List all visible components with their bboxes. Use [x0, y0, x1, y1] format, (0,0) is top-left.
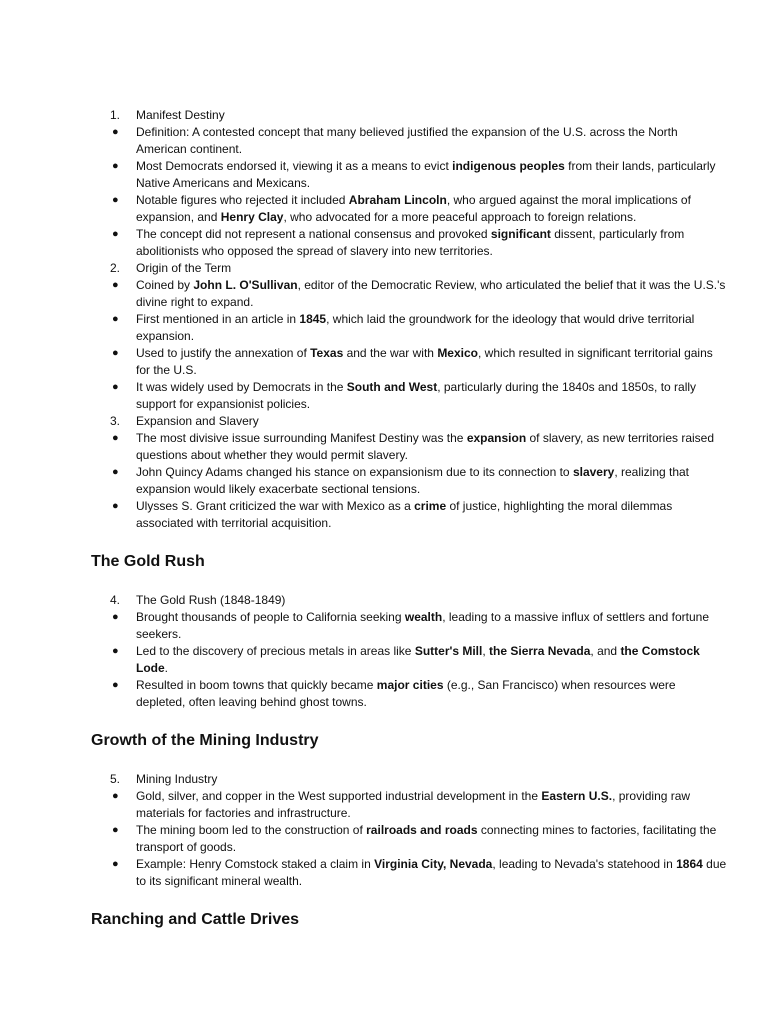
list-number: 1.	[110, 108, 121, 122]
text-run: , particularly during the 1840s and 1850s, to rally support for expansionist policies.	[136, 380, 697, 411]
text-run: , who advocated for a more peaceful approach to foreign relations.	[283, 210, 637, 224]
list-number: 3.	[110, 414, 121, 428]
text-run: John Quincy Adams changed his stance on expansionism due to its connection to	[136, 465, 573, 479]
text-run: Brought thousands of people to California seeking	[136, 610, 405, 624]
bullet-marker: ●	[112, 347, 119, 359]
bullet-marker: ●	[112, 228, 119, 240]
numbered-item	[0, 592, 768, 609]
text-run: Led to the discovery of precious metals in areas like	[136, 644, 415, 658]
text-run: , and	[590, 644, 621, 658]
bullet-marker: ●	[112, 790, 119, 802]
bullet-item	[0, 643, 768, 677]
bold-text: 1864	[676, 857, 703, 871]
text-run: Notable figures who rejected it included	[136, 193, 349, 207]
numbered-item	[0, 107, 768, 124]
text-run: The mining boom led to the construction of	[136, 823, 367, 837]
text-run: Example: Henry Comstock staked a claim in	[136, 857, 375, 871]
bullet-item	[0, 226, 768, 260]
bullet-marker: ●	[112, 645, 119, 657]
bold-text: the Sierra Nevada	[489, 644, 591, 658]
text-run: Manifest Destiny	[136, 108, 225, 122]
numbered-item	[0, 413, 768, 430]
text-run: Most Democrats endorsed it, viewing it as a means to evict	[136, 159, 453, 173]
bullet-item	[0, 124, 768, 158]
text-run: Definition: A contested concept that many believed justified the expansion of the U.S. across the North American continent.	[136, 125, 678, 156]
bold-text: South and West	[346, 380, 438, 394]
text-run: Gold, silver, and copper in the West supported industrial development in the	[136, 789, 542, 803]
bullet-item	[0, 677, 768, 711]
bullet-item	[0, 277, 768, 311]
bullet-item	[0, 856, 768, 890]
bullet-marker: ●	[112, 466, 119, 478]
bold-text: Mexico	[437, 346, 478, 360]
text-run: connecting mines to factories, facilitating the transport of goods.	[136, 823, 717, 854]
text-run: , which resulted in significant territorial gains for the U.S.	[136, 346, 713, 377]
section-heading: Ranching and Cattle Drives	[91, 911, 300, 928]
bullet-item	[0, 822, 768, 856]
bullet-marker: ●	[112, 194, 119, 206]
bullet-marker: ●	[112, 611, 119, 623]
bold-text: expansion	[466, 431, 527, 445]
bullet-item	[0, 430, 768, 464]
text-run: Expansion and Slavery	[136, 414, 259, 428]
bold-text: Abraham Lincoln	[348, 193, 447, 207]
section	[0, 107, 768, 532]
bold-text: Sutter's Mill	[414, 644, 483, 658]
bullet-marker: ●	[112, 824, 119, 836]
bold-text: major cities	[376, 678, 444, 692]
bold-text: railroads and roads	[366, 823, 478, 837]
text-run: , providing raw materials for factories and infrastructure.	[136, 789, 691, 820]
bold-text: indigenous peoples	[452, 159, 565, 173]
text-run: , leading to a massive influx of settlers and fortune seekers.	[136, 610, 710, 641]
bullet-item	[0, 379, 768, 413]
bold-text: significant	[490, 227, 551, 241]
numbered-item	[0, 260, 768, 277]
text-run: Ulysses S. Grant criticized the war with Mexico as a	[136, 499, 415, 513]
bold-text: Eastern U.S.	[541, 789, 613, 803]
numbered-item	[0, 771, 768, 788]
bold-text: Virginia City, Nevada	[374, 857, 493, 871]
text-run: The most divisive issue surrounding Manifest Destiny was the	[136, 431, 467, 445]
section	[0, 552, 768, 711]
bullet-item	[0, 192, 768, 226]
bullet-item	[0, 788, 768, 822]
bullet-item	[0, 345, 768, 379]
text-run: and the war with	[343, 346, 438, 360]
text-run: , realizing that expansion would likely exacerbate sectional tensions.	[136, 465, 690, 496]
text-run: , which laid the groundwork for the ideology that would drive territorial expansion.	[136, 312, 695, 343]
bullet-marker: ●	[112, 858, 119, 870]
bold-text: Henry Clay	[220, 210, 284, 224]
bullet-marker: ●	[112, 500, 119, 512]
bullet-marker: ●	[112, 432, 119, 444]
text-run: Coined by	[136, 278, 194, 292]
text-run: of slavery, as new territories raised questions about whether they would permit slavery.	[136, 431, 715, 462]
text-run: .	[164, 661, 169, 675]
text-run: , leading to Nevada's statehood in	[492, 857, 677, 871]
bullet-item	[0, 498, 768, 532]
bold-text: slavery	[572, 465, 615, 479]
text-run: (e.g., San Francisco) when resources were depleted, often leaving behind ghost towns.	[136, 678, 676, 709]
text-run: due to its significant mineral wealth.	[136, 857, 727, 888]
bold-text: John L. O'Sullivan	[193, 278, 298, 292]
list-number: 2.	[110, 261, 121, 275]
list-number: 4.	[110, 593, 121, 607]
section-heading: The Gold Rush	[91, 553, 205, 570]
list-number: 5.	[110, 772, 121, 786]
bold-text: wealth	[404, 610, 443, 624]
bullet-marker: ●	[112, 679, 119, 691]
text-run: Used to justify the annexation of	[136, 346, 311, 360]
section	[0, 910, 768, 930]
text-run: , who argued against the moral implications of expansion, and	[136, 193, 691, 224]
bold-text: Texas	[310, 346, 344, 360]
bullet-item	[0, 464, 768, 498]
bullet-marker: ●	[112, 313, 119, 325]
text-run: The concept did not represent a national consensus and provoked	[136, 227, 491, 241]
bullet-marker: ●	[112, 381, 119, 393]
text-run: of justice, highlighting the moral dilemmas associated with territorial acquisition.	[136, 499, 673, 530]
text-run: Resulted in boom towns that quickly became	[136, 678, 377, 692]
bullet-marker: ●	[112, 160, 119, 172]
text-run: ,	[482, 644, 490, 658]
bullet-marker: ●	[112, 126, 119, 138]
section	[0, 731, 768, 890]
text-run: First mentioned in an article in	[136, 312, 300, 326]
bullet-item	[0, 311, 768, 345]
section-heading: Growth of the Mining Industry	[91, 732, 319, 749]
text-run: The Gold Rush (1848-1849)	[136, 593, 286, 607]
text-run: , editor of the Democratic Review, who articulated the belief that it was the U.S.'s divine right to expand.	[136, 278, 726, 309]
text-run: It was widely used by Democrats in the	[136, 380, 347, 394]
bold-text: crime	[414, 499, 447, 513]
bold-text: the Comstock Lode	[136, 644, 700, 675]
bold-text: 1845	[299, 312, 327, 326]
text-run: from their lands, particularly Native Americans and Mexicans.	[136, 159, 716, 190]
text-run: dissent, particularly from abolitionists who opposed the spread of slavery into new territories.	[136, 227, 685, 258]
bullet-item	[0, 158, 768, 192]
bullet-item	[0, 609, 768, 643]
text-run: Origin of the Term	[136, 261, 232, 275]
bullet-marker: ●	[112, 279, 119, 291]
text-run: Mining Industry	[136, 772, 218, 786]
